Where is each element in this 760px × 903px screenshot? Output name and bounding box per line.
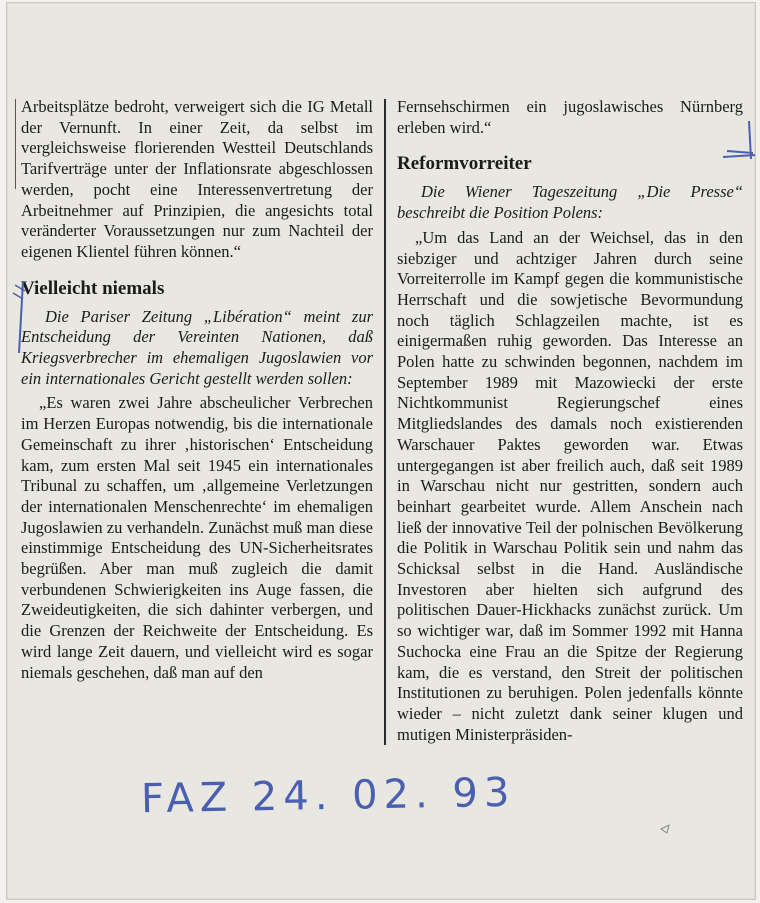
right-column [397, 97, 743, 745]
pen-mark-icon [719, 119, 759, 163]
left-lead-paragraph: Die Pariser Zeitung „Libération“ meint zur Entscheidung der Vereinten Nationen, daß Kriegsverbrecher im ehemaligen Jugoslawien vor ein internationales Gericht gestellt werden sollen: [21, 306, 373, 388]
right-heading: Reformvorreiter [397, 153, 532, 175]
left-heading: Vielleicht niemals [21, 277, 165, 299]
left-intro-paragraph: Arbeitsplätze bedroht, verweigert sich die IG Metall der Vernunft. In einer Zeit, da selbst im vergleichsweise florierenden Westteil Deutschlands Tarifverträge unter der Inflationsrate abgeschlossen werden, pocht eine Interessenvertretung der Arbeitnehmer auf Prinzipien, die angesichts total veränderter Voraussetzungen nur zum Nachteil der eigenen Klientel führen können.“ [21, 97, 373, 261]
left-body-paragraph: „Es waren zwei Jahre abscheulicher Verbrechen im Herzen Europas notwendig, bis die internationale Gemeinschaft zu ihrer ‚historischen‘ Entscheidung kam, zum ersten Mal seit 1945 ein internationales Tribunal zu schaffen, um ‚allgemeine Verletzungen der internationalen Menschenrechte‘ im ehemaligen Jugoslawien zu verhandeln. Zunächst muß man diese einstimmige Entscheidung des UN-Sicherheitsrates begrüßen. Aber man muß zugleich die damit verbundenen Schwierigkeiten ins Auge fassen, die Zweideutigkeiten, die sich dahinter verbergen, und die Grenzen der Reichweite der Entscheidung. Es wird lange Zeit dauern, und vielleicht wird es sogar niemals geschehen, daß man auf den [21, 393, 373, 682]
right-lead-paragraph: Die Wiener Tageszeitung „Die Presse“ beschreibt die Position Polens: [397, 182, 743, 223]
margin-line [15, 99, 16, 189]
left-column [21, 97, 373, 683]
right-body-paragraph: „Um das Land an der Weichsel, das in den siebziger und achtziger Jahren durch seine Vorreiterrolle im Kampf gegen die kommunistische Herrschaft und die sowjetische Bevormundung noch täglich Schlagzeilen machte, ist es einigermaßen ruhig geworden. Das Interesse an Polen hatte zu schwinden begonnen, nachdem im September 1989 mit Mazowiecki der erste Nichtkommunist Regierungschef eines Mitgliedslandes des damals noch existierenden Warschauer Paktes geworden war. Etwas untergegangen ist aber freilich auch, daß seit 1989 in Warschau nicht nur gestritten, sondern auch beinhart gearbeitet wurde. Allem Anschein nach ließ der innovative Teil der polnischen Bevölkerung die Politik in Warschau Politik sein und nahm das Schicksal selbst in die Hand. Ausländische Investoren aber hielten sich aufgrund des politischen Dauer-Hickhacks zunächst zurück. Um so wichtiger war, daß im Sommer 1992 mit Hanna Suchocka eine Frau an die Spitze der Regierung kam, die es verstand, den Streit der politischen Institutionen zu beruhigen. Polen jedenfalls könnte wieder – nicht zuletzt dank seiner klugen und mutigen Ministerpräsiden- [397, 227, 743, 744]
right-intro-paragraph: Fernsehschirmen ein jugoslawisches Nürnberg erleben wird.“ [397, 97, 743, 137]
margin-bracket-icon [9, 277, 31, 357]
newspaper-clipping [6, 2, 756, 900]
handwritten-date: FAZ 24. 02. 93 [140, 769, 516, 823]
column-divider [384, 99, 386, 745]
ink-speck-icon [659, 823, 671, 835]
